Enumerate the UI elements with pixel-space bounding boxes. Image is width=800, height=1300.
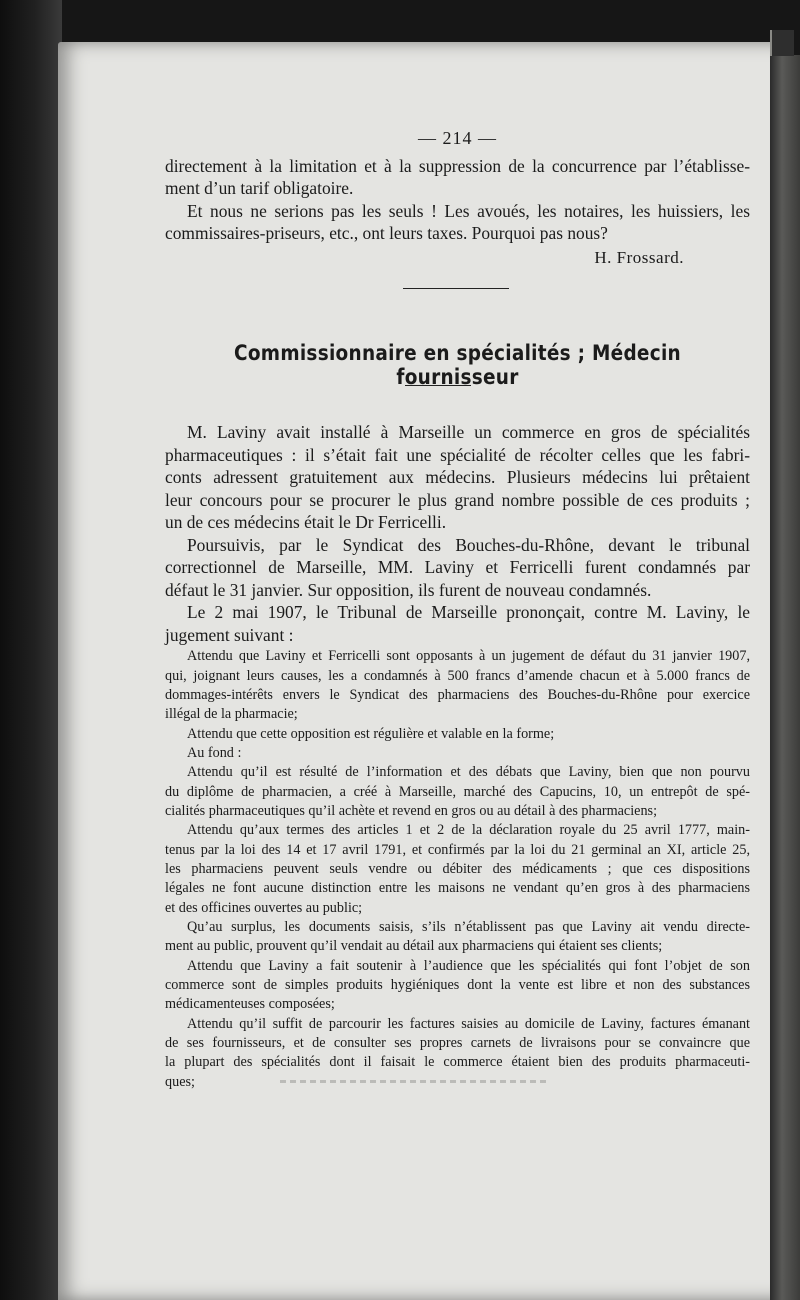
judgment-line: les pharmaciens peuvent seuls vendre ou débiter des médicaments ; que ces dispositions: [165, 861, 750, 877]
judgment-line: Attendu que cette opposition est régulière et valable en la forme;: [187, 726, 555, 742]
body-line: correctionnel de Marseille, MM. Laviny et Ferricelli furent condamnés par: [165, 557, 750, 577]
intro-line: commissaires-priseurs, etc., ont leurs taxes. Pourquoi pas nous?: [165, 223, 608, 243]
judgment-line: Attendu que Laviny et Ferricelli sont opposants à un jugement de défaut du 31 janvier 1907,: [187, 648, 750, 664]
judgment-line: tenus par la loi des 14 et 17 avril 1791, et confirmés par la loi du 21 germinal an XI, article 25,: [165, 842, 750, 858]
judgment-line: Attendu qu’aux termes des articles 1 et 2 de la déclaration royale du 25 avril 1777, main-: [187, 822, 750, 838]
judgment-line: Attendu qu’il est résulté de l’information et des débats que Laviny, bien que non pourvu: [187, 764, 750, 780]
page-edge: [770, 55, 800, 1300]
heading-underline: [405, 385, 471, 386]
bleed-through-marks: [280, 1080, 550, 1083]
body-line: Poursuivis, par le Syndicat des Bouches-du-Rhône, devant le tribunal: [187, 535, 750, 555]
judgment-line: médicamenteuses composées;: [165, 996, 335, 1012]
intro-line: Et nous ne serions pas les seuls ! Les avoués, les notaires, les huissiers, les: [187, 201, 750, 221]
judgment-line: ques;: [165, 1074, 195, 1090]
body-line: un de ces médecins était le Dr Ferricelli.: [165, 512, 447, 532]
judgment-line: illégal de la pharmacie;: [165, 706, 298, 722]
body-line: conts adressent gratuitement aux médecins. Plusieurs médecins lui prêtaient: [165, 467, 750, 487]
judgment-line: commerce sont de simples produits hygiéniques dont la vente est libre et non des substances: [165, 977, 750, 993]
judgment-line: cialités pharmaceutiques qu’il achète et revend en gros ou au détail à des pharmaciens;: [165, 803, 658, 819]
judgment-line: Au fond :: [187, 745, 242, 761]
judgment-line: dommages-intérêts envers le Syndicat des pharmaciens des Bouches-du-Rhône pour exercice: [165, 687, 750, 703]
body-line: M. Laviny avait installé à Marseille un commerce en gros de spécialités: [187, 422, 750, 442]
judgment-line: légales ne font aucune distinction entre les maisons ne vendant qu’en gros à des pharmaciens: [165, 880, 750, 896]
intro-line: directement à la limitation et à la suppression de la concurrence par l’établisse-: [165, 156, 750, 176]
judgment-line: ment au public, prouvent qu’il vendait au détail aux pharmaciens qui étaient ses clients;: [165, 938, 663, 954]
judgment-line: de ses fournisseurs, et de consulter ses propres carnets de livraisons pour se convaincre que: [165, 1035, 750, 1051]
body-line: pharmaceutiques : il s’était fait une spécialité de récolter celles que les fabri-: [165, 445, 750, 465]
author-signature: H. Frossard.: [594, 248, 684, 267]
judgment-line: qui, joignant leurs causes, les a condamnés à 500 francs d’amende chacun et à 5.000 francs de: [165, 668, 750, 684]
intro-line: ment d’un tarif obligatoire.: [165, 178, 354, 198]
page-number: — 214 —: [418, 128, 497, 148]
scan-left-margin: [0, 0, 62, 1300]
judgment-line: et des officines ouvertes au public;: [165, 900, 363, 916]
body-line: défaut le 31 janvier. Sur opposition, ils furent de nouveau condamnés.: [165, 580, 652, 600]
judgment-line: Attendu qu’il suffit de parcourir les factures saisies au domicile de Laviny, factures émanant: [187, 1016, 750, 1032]
article-heading: Commissionnaire en spécialités ; Médecin fournisseur: [234, 341, 681, 389]
judgment-line: Qu’au surplus, les documents saisis, s’ils n’établissent pas que Laviny ait vendu directe-: [187, 919, 750, 935]
judgment-line: du diplôme de pharmacien, a créé à Marseille, marché des Capucins, 10, un entrepôt de spé-: [165, 784, 750, 800]
body-line: Le 2 mai 1907, le Tribunal de Marseille prononçait, contre M. Laviny, le: [187, 602, 750, 622]
bookmark-tab: [770, 30, 794, 56]
body-line: jugement suivant :: [165, 625, 294, 645]
judgment-line: la plupart des spécialités dont il faisait le commerce étaient bien des produits pharmaceuti-: [165, 1054, 750, 1070]
section-divider: [403, 288, 509, 289]
body-line: leur concours pour se procurer le plus grand nombre possible de ces produits ;: [165, 490, 750, 510]
judgment-line: Attendu que Laviny a fait soutenir à l’audience que les spécialités qui font l’objet de son: [187, 958, 750, 974]
